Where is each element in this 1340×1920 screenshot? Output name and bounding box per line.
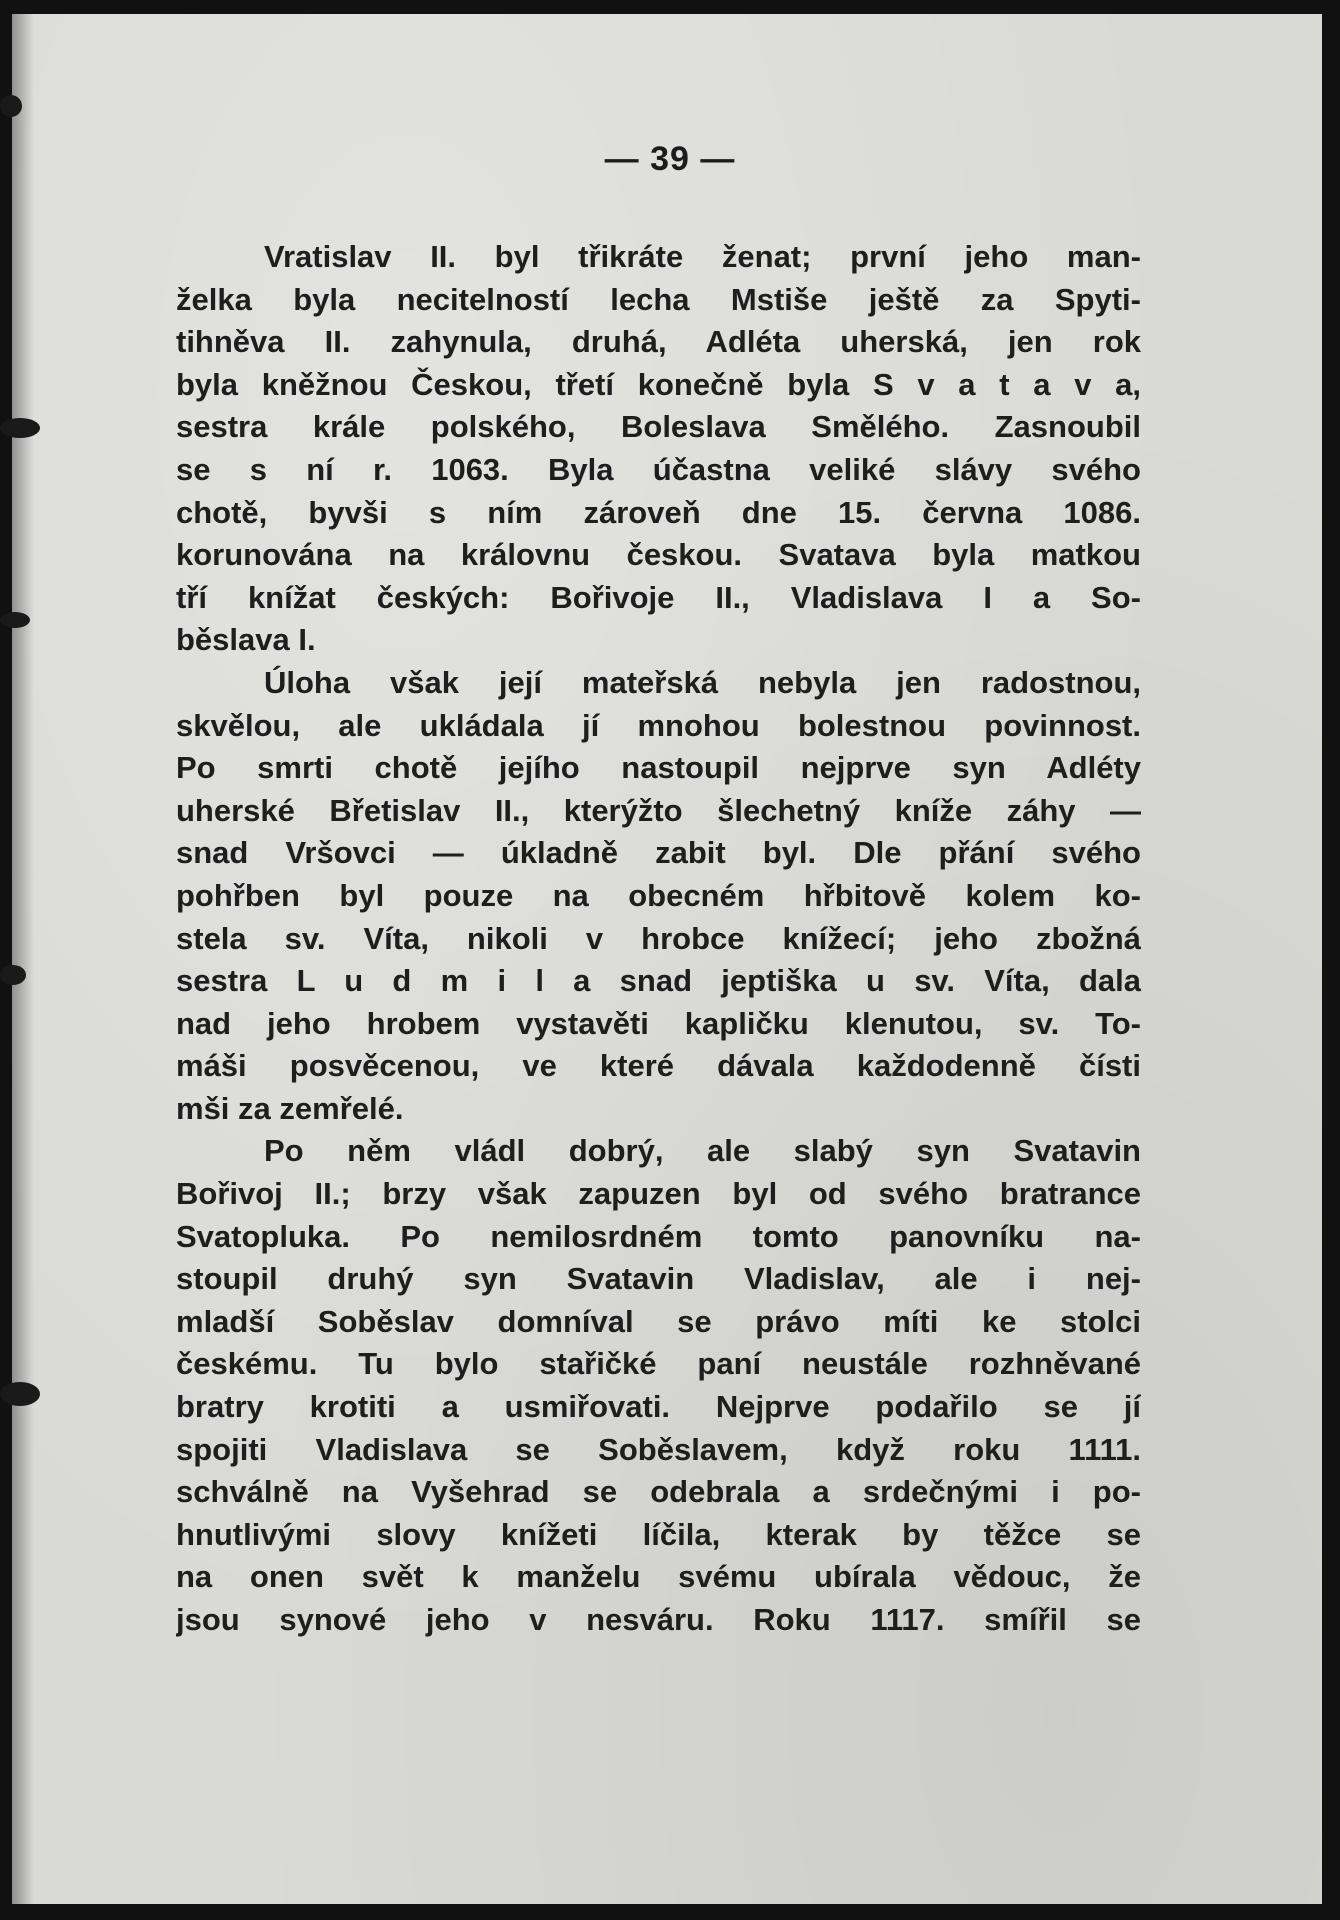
text-line: schválně na Vyšehrad se odebrala a srdečnými i po-	[176, 1474, 1141, 1510]
text-line: máši posvěcenou, ve které dávala každodenně čísti	[176, 1048, 1141, 1084]
page-edge-shadow	[12, 14, 34, 1904]
text-line: českému. Tu bylo stařičké paní neustále rozhněvané	[176, 1346, 1141, 1382]
text-line: běslava I.	[176, 622, 316, 658]
text-line: hnutlivými slovy knížeti líčila, kterak by těžce se	[176, 1516, 1141, 1552]
text-line: korunována na královnu českou. Svatava byla matkou	[176, 537, 1141, 573]
binding-mark	[0, 965, 26, 985]
text-line: snad Vršovci — úkladně zabit byl. Dle přání svého	[176, 835, 1141, 871]
text-line: bratry krotiti a usmiřovati. Nejprve podařilo se jí	[176, 1389, 1141, 1425]
text-line: Svatopluka. Po nemilosrdném tomto panovníku na-	[176, 1218, 1141, 1254]
text-line: byla kněžnou Českou, třetí konečně byla S v a t a v a,	[176, 366, 1141, 402]
text-line: Po něm vládl dobrý, ale slabý syn Svatavin	[264, 1133, 1141, 1169]
text-line: stela sv. Víta, nikoli v hrobce knížecí; jeho zbožná	[176, 920, 1141, 956]
text-line: Po smrti chotě jejího nastoupil nejprve syn Adléty	[176, 750, 1141, 786]
binding-mark	[0, 1382, 40, 1406]
text-line: Bořivoj II.; brzy však zapuzen byl od svého bratrance	[176, 1176, 1141, 1212]
text-line: tří knížat českých: Bořivoje II., Vladislava I a So-	[176, 579, 1141, 615]
text-line: uherské Břetislav II., kterýžto šlechetný kníže záhy —	[176, 792, 1141, 828]
text-line: Úloha však její mateřská nebyla jen radostnou,	[264, 664, 1141, 700]
page-number: — 39 —	[604, 140, 736, 178]
text-line: jsou synové jeho v nesváru. Roku 1117. smířil se	[176, 1602, 1141, 1637]
text-line: pohřben byl pouze na obecném hřbitově kolem ko-	[176, 877, 1141, 913]
text-line: spojiti Vladislava se Soběslavem, když roku 1111.	[176, 1431, 1141, 1467]
binding-mark	[0, 612, 30, 628]
text-line: Vratislav II. byl třikráte ženat; první jeho man-	[264, 239, 1141, 274]
text-line: na onen svět k manželu svému ubírala vědouc, že	[176, 1559, 1141, 1595]
text-line: sestra krále polského, Boleslava Smělého. Zasnoubil	[176, 409, 1141, 445]
text-line: stoupil druhý syn Svatavin Vladislav, ale i nej-	[176, 1261, 1141, 1297]
binding-mark	[0, 95, 22, 117]
text-line: skvělou, ale ukládala jí mnohou bolestnou povinnost.	[176, 707, 1141, 743]
text-line: mši za zemřelé.	[176, 1090, 404, 1126]
text-line: tihněva II. zahynula, druhá, Adléta uherská, jen rok	[176, 324, 1141, 360]
text-line: se s ní r. 1063. Byla účastna veliké slávy svého	[176, 451, 1141, 487]
text-line: chotě, byvši s ním zároveň dne 15. června 1086.	[176, 494, 1141, 530]
text-line: sestra L u d m i l a snad jeptiška u sv. Víta, dala	[176, 963, 1141, 999]
text-line: želka byla necitelností lecha Mstiše ještě za Spyti-	[176, 281, 1141, 317]
body-text	[176, 236, 1141, 1642]
text-line: mladší Soběslav domníval se právo míti ke stolci	[176, 1303, 1141, 1339]
binding-mark	[0, 418, 40, 438]
text-line: nad jeho hrobem vystavěti kapličku klenutou, sv. To-	[176, 1005, 1141, 1041]
